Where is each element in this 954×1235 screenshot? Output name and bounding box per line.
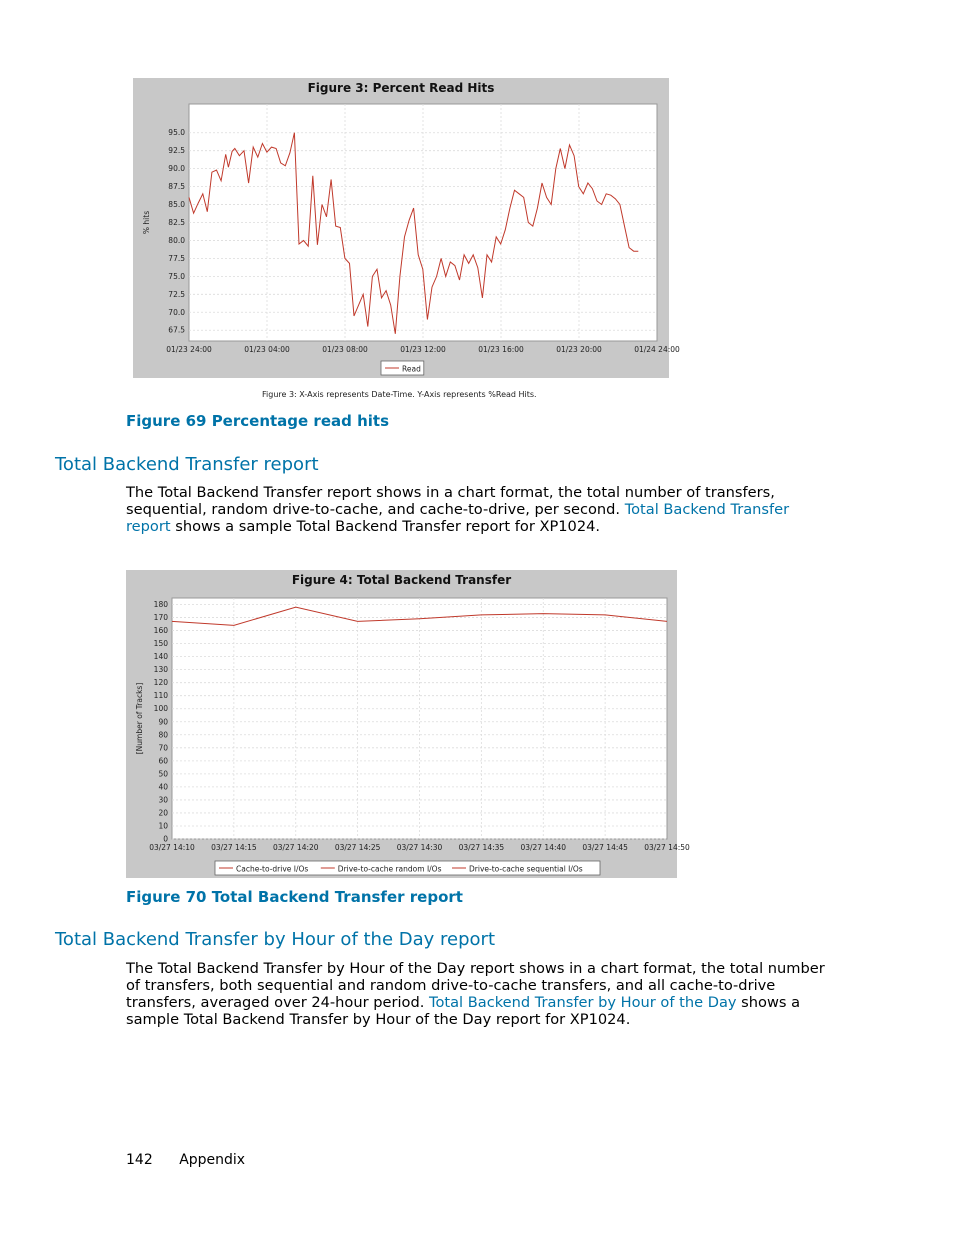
- paragraph-text: shows a sample Total Backend Transfer by Hour of the Day report for XP1024.: [126, 994, 801, 1028]
- y-tick-label: 95.0: [168, 128, 185, 138]
- x-tick-label: 03/27 14:10: [149, 843, 195, 852]
- y-tick-label: 75.0: [168, 271, 185, 281]
- y-tick-label: 85.0: [168, 200, 185, 210]
- x-tick-label: 01/23 16:00: [478, 345, 524, 354]
- y-tick-label: 160: [153, 626, 168, 636]
- y-tick-label: 87.5: [168, 182, 185, 192]
- figure-70-link[interactable]: Total Backend Transfer report: [126, 501, 790, 535]
- y-tick-label: 72.5: [168, 289, 185, 299]
- y-tick-label: 77.5: [168, 253, 185, 263]
- paragraph-text: The Total Backend Transfer report shows in a chart format, the total number of transfers, sequential, random drive-to-cache, and cache-to-drive, per second.: [126, 484, 775, 518]
- x-tick-label: 03/27 14:15: [211, 843, 257, 852]
- chart-legend: [381, 361, 424, 375]
- section-heading-backend-transfer-by-hour: Total Backend Transfer by Hour of the Day report: [55, 929, 495, 950]
- figure-70-caption: Figure 70 Total Backend Transfer report: [126, 888, 463, 906]
- chart-title: Figure 4: Total Backend Transfer: [291, 573, 512, 587]
- y-tick-label: 70.0: [168, 307, 185, 317]
- section-1-paragraph: [126, 484, 826, 535]
- x-tick-label: 01/23 20:00: [556, 345, 602, 354]
- y-tick-label: 90.0: [168, 164, 185, 174]
- figure-69-caption: Figure 69 Percentage read hits: [126, 412, 389, 430]
- y-tick-label: 150: [153, 639, 168, 649]
- chart-legend: [215, 861, 600, 875]
- y-tick-label: 92.5: [168, 146, 185, 156]
- y-axis-label: [Number of Tracks]: [135, 682, 144, 755]
- x-tick-label: 03/27 14:25: [334, 843, 381, 852]
- y-tick-label: 180: [153, 600, 168, 610]
- read-hits-plot: [133, 78, 680, 378]
- y-tick-label: 110: [153, 691, 168, 701]
- y-tick-label: 0: [163, 834, 168, 844]
- figure-4-chart: [126, 570, 690, 878]
- x-tick-label: 03/27 14:35: [458, 843, 505, 852]
- section-heading-backend-transfer: Total Backend Transfer report: [55, 454, 319, 475]
- y-tick-label: 120: [153, 678, 168, 688]
- y-tick-label: 50: [158, 769, 168, 779]
- figure-3-note: Figure 3: X-Axis represents Date-Time. Y-Axis represents %Read Hits.: [262, 390, 537, 399]
- y-tick-label: 30: [158, 795, 168, 805]
- y-axis-label: % hits: [142, 210, 151, 235]
- y-tick-label: 40: [158, 782, 168, 792]
- by-hour-figure-link[interactable]: Total Backend Transfer by Hour of the Day: [429, 994, 737, 1011]
- y-tick-label: 140: [153, 652, 168, 662]
- section-2-paragraph: [126, 960, 826, 1028]
- legend-entry: Read: [402, 364, 421, 374]
- x-tick-label: 03/27 14:45: [582, 843, 628, 852]
- x-tick-label: 03/27 14:40: [520, 843, 567, 852]
- chart-title: Figure 3: Percent Read Hits: [307, 81, 495, 95]
- paragraph-text: shows a sample Total Backend Transfer report for XP1024.: [170, 518, 601, 535]
- x-tick-label: 03/27 14:20: [272, 843, 319, 852]
- y-tick-label: 170: [153, 613, 168, 623]
- y-tick-label: 67.5: [168, 325, 185, 335]
- x-tick-label: 01/23 08:00: [322, 345, 368, 354]
- y-tick-label: 80.0: [168, 235, 185, 245]
- y-tick-label: 100: [153, 704, 168, 714]
- page-number: 142: [126, 1152, 153, 1168]
- y-tick-label: 90: [158, 717, 168, 727]
- y-tick-label: 130: [153, 665, 168, 675]
- x-tick-label: 03/27 14:50: [644, 843, 690, 852]
- paragraph-text: The Total Backend Transfer by Hour of the Day report shows in a chart format, the total number of transfers, both sequential and random drive-to-cache transfers, and all cache-to-drive transfers, averaged over 24-hour period.: [126, 960, 825, 1011]
- y-tick-label: 10: [158, 821, 168, 831]
- y-tick-label: 80: [158, 730, 168, 740]
- x-tick-label: 03/27 14:30: [396, 843, 443, 852]
- backend-transfer-plot: [126, 570, 690, 878]
- legend-entry: Cache-to-drive I/Os: [236, 864, 309, 874]
- y-tick-label: 82.5: [168, 218, 185, 227]
- x-tick-label: 01/23 24:00: [166, 345, 212, 354]
- legend-entry: Drive-to-cache sequential I/Os: [469, 864, 583, 874]
- footer-section: Appendix: [179, 1152, 246, 1168]
- y-tick-label: 20: [158, 808, 168, 818]
- page-footer: [126, 1152, 267, 1168]
- x-tick-label: 01/23 12:00: [400, 345, 446, 354]
- y-tick-label: 70: [158, 743, 168, 753]
- x-tick-label: 01/24 24:00: [634, 345, 680, 354]
- x-tick-label: 01/23 04:00: [244, 345, 290, 354]
- figure-3-chart: [133, 78, 680, 378]
- y-tick-label: 60: [158, 756, 168, 766]
- legend-entry: Drive-to-cache random I/Os: [337, 864, 442, 874]
